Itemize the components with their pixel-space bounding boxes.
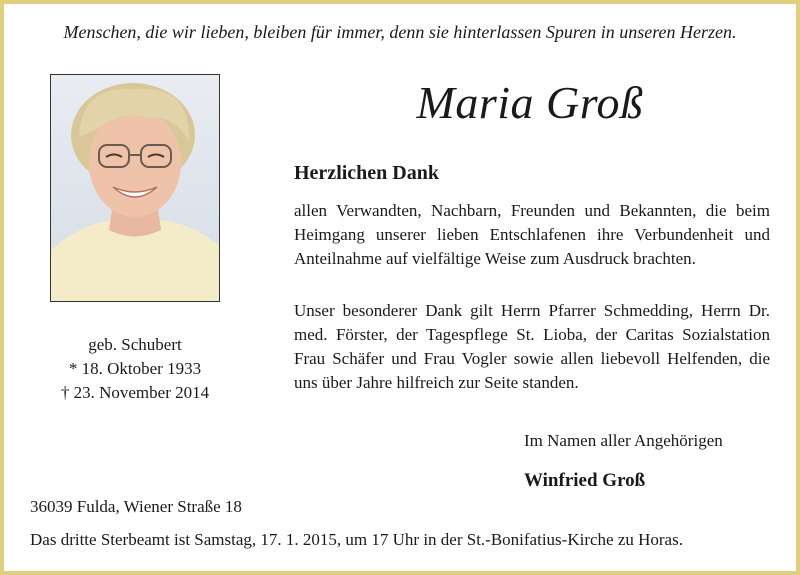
- thanks-paragraph-1: allen Verwandten, Nachbarn, Freunden und Bekannten, die beim Heimgang unserer lieben Entschlafenen ihre Verbundenheit und Anteilnahme auf vielfältige Weise zum Ausdruck brachten.: [294, 201, 770, 268]
- address: 36039 Fulda, Wiener Straße 18: [30, 497, 242, 516]
- maiden-name: geb. Schubert: [88, 335, 182, 354]
- birth-date: * 18. Oktober 1933: [68, 359, 202, 378]
- signer-name: Winfried Groß: [524, 470, 646, 491]
- death-date: † 23. November 2014: [60, 383, 210, 402]
- service-notice: Das dritte Sterbeamt ist Samstag, 17. 1. 2015, um 17 Uhr in der St.-Bonifatius-Kirche zu Horas.: [30, 530, 683, 549]
- portrait-illustration: [51, 75, 219, 301]
- thanks-heading: Herzlichen Dank: [294, 162, 439, 184]
- deceased-name: Maria Groß: [416, 77, 644, 128]
- motto: Menschen, die wir lieben, bleiben für immer, denn sie hinterlassen Spuren in unseren Herzen.: [63, 22, 737, 42]
- on-behalf-line: Im Namen aller Angehörigen: [524, 431, 723, 450]
- portrait-photo: [50, 74, 220, 302]
- thanks-paragraph-2: Unser besonderer Dank gilt Herrn Pfarrer Schmedding, Herrn Dr. med. Förster, der Tagespflege St. Lioba, der Caritas Sozialstation Frau Schäfer und Frau Vogler sowie allen liebevoll Helfenden, die uns über Jahre hilfreich zur Seite standen.: [294, 301, 770, 392]
- vital-dates: [30, 333, 240, 405]
